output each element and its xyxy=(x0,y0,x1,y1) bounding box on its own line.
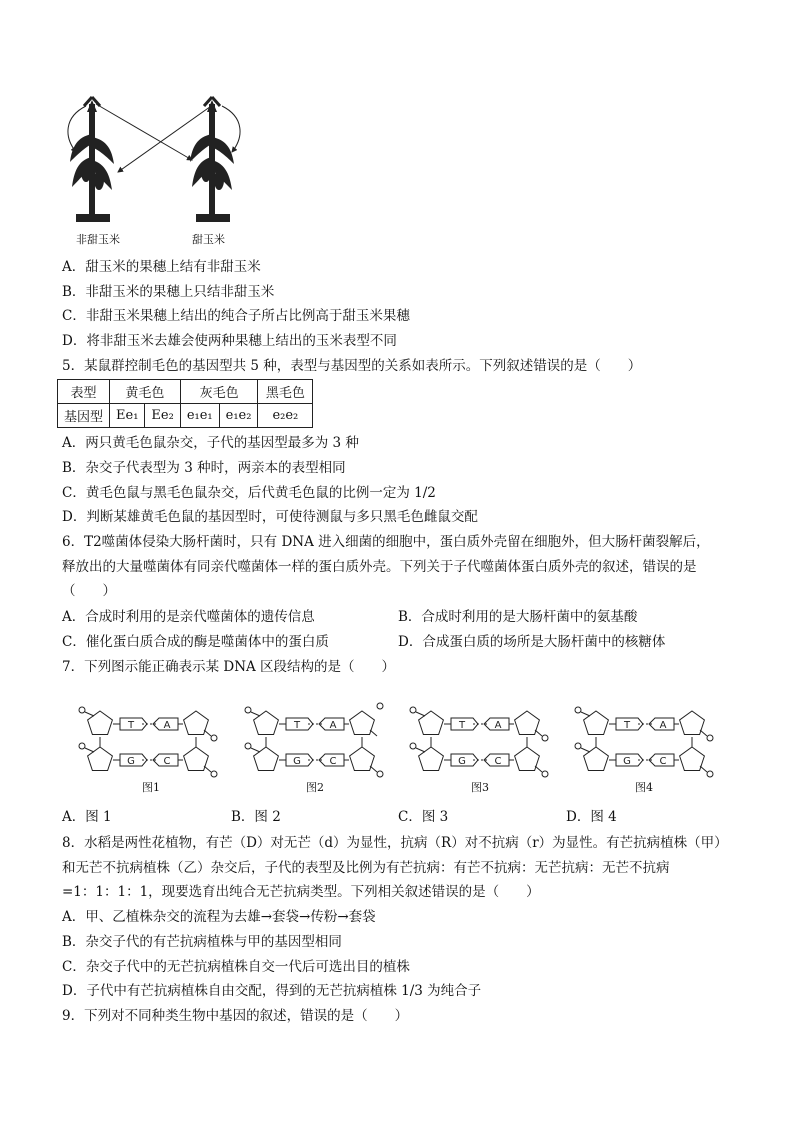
q7-option-b: B．图 2 xyxy=(231,809,281,825)
dna-base-label: A xyxy=(163,720,171,731)
q7-option-c: C．图 3 xyxy=(398,809,449,825)
dna-base-label: T xyxy=(127,720,135,731)
q5-option-b: B．杂交子代表型为 3 种时，两亲本的表型相同 xyxy=(62,460,346,476)
dna-base-label: T xyxy=(293,720,301,731)
q6-option-c: C．催化蛋白质合成的酶是噬菌体中的蛋白质 xyxy=(62,634,329,650)
table-cell: e₁e₂ xyxy=(219,404,258,428)
table-cell: Ee₁ xyxy=(110,404,145,428)
q8-stem-line-2: 和无芒不抗病植株（乙）杂交后，子代的表型及比例为有芒抗病：有芒不抗病：无芒抗病：无芒不抗病 xyxy=(62,860,670,876)
fig-caption-3: 图3 xyxy=(471,781,489,794)
q4-option-d: D．将非甜玉米去雄会使两种果穗上结出的玉米表型不同 xyxy=(62,333,397,349)
dna-figure-2 xyxy=(236,700,392,780)
q5-option-d: D．判断某雄黄毛色鼠的基因型时，可使待测鼠与多只黑毛色雌鼠交配 xyxy=(62,509,478,525)
corn-cross-figure xyxy=(62,92,262,227)
dna-base-label: C xyxy=(659,756,667,767)
dna-base-label: G xyxy=(458,756,466,767)
table-row xyxy=(58,380,313,404)
dna-base-label: A xyxy=(494,720,502,731)
q6-stem-line-3: （ ） xyxy=(62,583,116,599)
fig-caption-4: 图4 xyxy=(635,781,653,794)
dna-base-label: C xyxy=(163,756,171,767)
q5-option-c: C．黄毛色鼠与黑毛色鼠杂交，后代黄毛色鼠的比例一定为 1/2 xyxy=(62,485,436,501)
q5-option-a: A．两只黄毛色鼠杂交，子代的基因型最多为 3 种 xyxy=(62,435,359,451)
genotype-table xyxy=(57,379,313,428)
q8-option-b: B．杂交子代的有芒抗病植株与甲的基因型相同 xyxy=(62,934,342,950)
dna-base-label: A xyxy=(329,720,337,731)
dna-base-label: T xyxy=(458,720,466,731)
q7-option-a: A．图 1 xyxy=(62,809,112,825)
q8-option-d: D．子代中有芒抗病植株自由交配，得到的无芒抗病植株 1/3 为纯合子 xyxy=(62,983,482,999)
dna-base-label: T xyxy=(623,720,631,731)
dna-base-label: C xyxy=(494,756,502,767)
q7-stem: 7．下列图示能正确表示某 DNA 区段结构的是（ ） xyxy=(62,659,396,675)
table-cell: e₁e₁ xyxy=(180,404,219,428)
sweet-corn-plant-left xyxy=(70,97,114,222)
table-row xyxy=(58,404,313,428)
q6-option-d: D．合成蛋白质的场所是大肠杆菌中的核糖体 xyxy=(398,634,666,650)
q6-option-a: A．合成时利用的是亲代噬菌体的遗传信息 xyxy=(62,609,315,625)
fig-caption-2: 图2 xyxy=(306,781,324,794)
table-header-black: 黑毛色 xyxy=(258,380,313,404)
q6-option-b: B．合成时利用的是大肠杆菌中的氨基酸 xyxy=(398,609,638,625)
q5-stem: 5．某鼠群控制毛色的基因型共 5 种，表型与基因型的关系如表所示。下列叙述错误的是（ ） xyxy=(62,358,642,374)
table-header-phenotype: 表型 xyxy=(58,380,110,404)
table-cell: e₂e₂ xyxy=(258,404,313,428)
q7-option-d: D．图 4 xyxy=(566,809,617,825)
table-header-gray: 灰毛色 xyxy=(180,380,258,404)
q6-stem-line-1: 6．T2噬菌体侵染大肠杆菌时，只有 DNA 进入细菌的细胞中，蛋白质外壳留在细胞外，但大肠杆菌裂解后， xyxy=(62,534,710,550)
q4-option-a: A．甜玉米的果穗上结有非甜玉米 xyxy=(62,259,261,275)
dna-base-label: G xyxy=(623,756,631,767)
table-row-label: 基因型 xyxy=(58,404,110,428)
q4-option-b: B．非甜玉米的果穗上只结非甜玉米 xyxy=(62,284,275,300)
dna-base-label: A xyxy=(659,720,667,731)
dna-figure-1 xyxy=(70,700,226,780)
dna-base-label: C xyxy=(329,756,337,767)
dna-figure-4 xyxy=(566,700,722,780)
q4-option-c: C．非甜玉米果穗上结出的纯合子所占比例高于甜玉米果穗 xyxy=(62,308,410,324)
q8-option-c: C．杂交子代中的无芒抗病植株自交一代后可选出目的植株 xyxy=(62,959,410,975)
q8-stem-line-3: =1：1：1：1，现要选育出纯合无芒抗病类型。下列相关叙述错误的是（ ） xyxy=(62,884,540,900)
table-cell: Ee₂ xyxy=(145,404,180,428)
fig-label-sweet-corn: 甜玉米 xyxy=(192,233,225,246)
dna-figure-3 xyxy=(401,700,557,780)
dna-base-label: G xyxy=(293,756,301,767)
fig-caption-1: 图1 xyxy=(142,781,160,794)
dna-base-label: G xyxy=(127,756,135,767)
table-header-yellow: 黄毛色 xyxy=(110,380,181,404)
q9-stem: 9．下列对不同种类生物中基因的叙述，错误的是（ ） xyxy=(62,1008,409,1024)
fig-label-non-sweet-corn: 非甜玉米 xyxy=(76,233,120,246)
q8-option-a: A．甲、乙植株杂交的流程为去雄→套袋→传粉→套袋 xyxy=(62,909,376,925)
q6-stem-line-2: 释放出的大量噬菌体有同亲代噬菌体一样的蛋白质外壳。下列关于子代噬菌体蛋白质外壳的叙述，错误的是 xyxy=(62,559,697,575)
q8-stem-line-1: 8．水稻是两性花植物，有芒（D）对无芒（d）为显性，抗病（R）对不抗病（r）为显性。有芒抗病植株（甲） xyxy=(62,835,728,851)
